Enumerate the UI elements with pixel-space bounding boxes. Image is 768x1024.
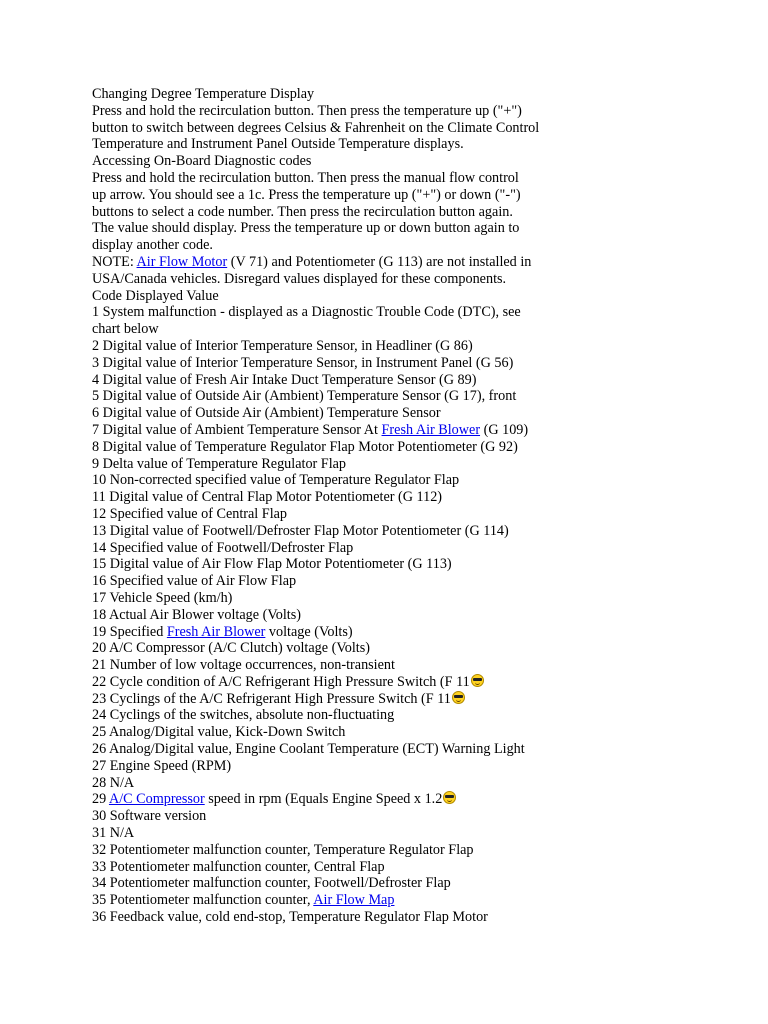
code-text: 6 Digital value of Outside Air (Ambient) Temperature Sensor xyxy=(92,405,441,422)
code-list-item xyxy=(92,590,592,607)
code-list xyxy=(92,304,592,925)
code-text: 33 Potentiometer malfunction counter, Central Flap xyxy=(92,858,385,875)
code-list-item xyxy=(92,372,592,389)
code-list-item xyxy=(92,523,592,540)
a-c-compressor-link[interactable]: A/C Compressor xyxy=(108,791,205,808)
code-text: 4 Digital value of Fresh Air Intake Duct Temperature Sensor (G 89) xyxy=(92,371,477,388)
code-list-item xyxy=(92,506,592,523)
code-text: voltage (Volts) xyxy=(265,623,353,640)
code-text: 1 System malfunction - displayed as a Diagnostic Trouble Code (DTC), see xyxy=(92,304,521,321)
note-line xyxy=(92,254,592,271)
code-text: 36 Feedback value, cold end-stop, Temperature Regulator Flap Motor xyxy=(92,909,488,926)
code-list-item xyxy=(92,439,592,456)
code-text: 8 Digital value of Temperature Regulator Flap Motor Potentiometer (G 92) xyxy=(92,438,518,455)
code-list-item xyxy=(92,489,592,506)
code-list-item xyxy=(92,892,592,909)
paragraph-line: Press and hold the recirculation button. Then press the manual flow control xyxy=(92,169,519,186)
code-text: 32 Potentiometer malfunction counter, Temperature Regulator Flap xyxy=(92,841,474,858)
paragraph-line: buttons to select a code number. Then press the recirculation button again. xyxy=(92,203,513,220)
code-text: 35 Potentiometer malfunction counter, xyxy=(92,892,314,909)
code-table-header: Code Displayed Value xyxy=(92,287,219,304)
code-text: 17 Vehicle Speed (km/h) xyxy=(92,589,233,606)
code-list-item xyxy=(92,338,592,355)
code-text: 18 Actual Air Blower voltage (Volts) xyxy=(92,606,301,623)
code-text: 21 Number of low voltage occurrences, non-transient xyxy=(92,657,395,674)
code-list-item xyxy=(92,691,592,708)
code-text: 15 Digital value of Air Flow Flap Motor Potentiometer (G 113) xyxy=(92,556,452,573)
code-text: chart below xyxy=(92,321,159,338)
paragraph-line: up arrow. You should see a 1c. Press the temperature up ("+") or down ("-") xyxy=(92,186,521,203)
code-text: 19 Specified xyxy=(92,623,167,640)
smiley-sunglasses-icon xyxy=(443,791,456,804)
code-text: 29 xyxy=(92,791,109,808)
air-flow-map-link[interactable]: Air Flow Map xyxy=(313,892,395,909)
code-list-item xyxy=(92,573,592,590)
code-list-item xyxy=(92,640,592,657)
code-text: 5 Digital value of Outside Air (Ambient) Temperature Sensor (G 17), front xyxy=(92,388,517,405)
section-title-obd-codes: Accessing On-Board Diagnostic codes xyxy=(92,153,312,170)
code-text: (G 109) xyxy=(480,421,529,438)
note-prefix: NOTE: xyxy=(92,253,137,270)
code-list-item xyxy=(92,556,592,573)
code-list-item xyxy=(92,321,592,338)
document-body xyxy=(92,86,592,926)
code-list-item xyxy=(92,909,592,926)
code-text: 14 Specified value of Footwell/Defroster Flap xyxy=(92,539,354,556)
code-text: 23 Cyclings of the A/C Refrigerant High Pressure Switch (F 11 xyxy=(92,690,451,707)
code-list-item xyxy=(92,758,592,775)
section-title-degree-display: Changing Degree Temperature Display xyxy=(92,86,315,102)
code-list-item xyxy=(92,355,592,372)
code-list-item xyxy=(92,741,592,758)
paragraph-line: The value should display. Press the temperature up or down button again to xyxy=(92,220,520,237)
code-text: 11 Digital value of Central Flap Motor Potentiometer (G 112) xyxy=(92,489,443,506)
code-list-item xyxy=(92,405,592,422)
code-list-item xyxy=(92,624,592,641)
code-text: 24 Cyclings of the switches, absolute non-fluctuating xyxy=(92,707,395,724)
code-text: 2 Digital value of Interior Temperature Sensor, in Headliner (G 86) xyxy=(92,337,473,354)
code-text: 25 Analog/Digital value, Kick-Down Switch xyxy=(92,724,346,741)
note-text: (V 71) and Potentiometer (G 113) are not installed in xyxy=(227,253,532,270)
code-list-item xyxy=(92,875,592,892)
code-list-item xyxy=(92,825,592,842)
code-text: 10 Non-corrected specified value of Temperature Regulator Flap xyxy=(92,472,460,489)
code-list-item xyxy=(92,724,592,741)
code-list-item xyxy=(92,657,592,674)
code-text: 9 Delta value of Temperature Regulator Flap xyxy=(92,455,347,472)
smiley-sunglasses-icon xyxy=(471,674,484,687)
code-list-item xyxy=(92,842,592,859)
code-text: 3 Digital value of Interior Temperature Sensor, in Instrument Panel (G 56) xyxy=(92,354,514,371)
paragraph-line: button to switch between degrees Celsius & Fahrenheit on the Climate Control xyxy=(92,119,540,136)
code-text: 31 N/A xyxy=(92,825,135,842)
code-list-item xyxy=(92,674,592,691)
fresh-air-blower-link[interactable]: Fresh Air Blower xyxy=(166,623,266,640)
code-list-item xyxy=(92,304,592,321)
code-text: 7 Digital value of Ambient Temperature Sensor At xyxy=(92,421,382,438)
code-text: 27 Engine Speed (RPM) xyxy=(92,757,232,774)
code-text: 22 Cycle condition of A/C Refrigerant High Pressure Switch (F 11 xyxy=(92,673,470,690)
code-text: 16 Specified value of Air Flow Flap xyxy=(92,573,297,590)
paragraph-line: display another code. xyxy=(92,237,213,254)
code-list-item xyxy=(92,456,592,473)
code-list-item xyxy=(92,859,592,876)
smiley-sunglasses-icon xyxy=(452,691,465,704)
code-list-item xyxy=(92,791,592,808)
paragraph-line: Press and hold the recirculation button. Then press the temperature up ("+") xyxy=(92,102,522,119)
code-list-item xyxy=(92,808,592,825)
code-text: 30 Software version xyxy=(92,808,207,825)
code-text: 26 Analog/Digital value, Engine Coolant Temperature (ECT) Warning Light xyxy=(92,741,525,758)
code-text: speed in rpm (Equals Engine Speed x 1.2 xyxy=(204,791,443,808)
code-list-item xyxy=(92,472,592,489)
code-text: 28 N/A xyxy=(92,774,135,791)
code-list-item xyxy=(92,540,592,557)
code-list-item xyxy=(92,707,592,724)
code-list-item xyxy=(92,775,592,792)
code-list-item xyxy=(92,422,592,439)
code-list-item xyxy=(92,607,592,624)
code-text: 20 A/C Compressor (A/C Clutch) voltage (Volts) xyxy=(92,640,370,657)
air-flow-motor-link[interactable]: Air Flow Motor xyxy=(136,253,228,270)
note-line-2: USA/Canada vehicles. Disregard values displayed for these components. xyxy=(92,270,507,287)
code-text: 12 Specified value of Central Flap xyxy=(92,505,288,522)
code-text: 13 Digital value of Footwell/Defroster Flap Motor Potentiometer (G 114) xyxy=(92,522,509,539)
paragraph-line: Temperature and Instrument Panel Outside Temperature displays. xyxy=(92,136,464,153)
code-text: 34 Potentiometer malfunction counter, Footwell/Defroster Flap xyxy=(92,875,451,892)
fresh-air-blower-link[interactable]: Fresh Air Blower xyxy=(381,421,481,438)
code-list-item xyxy=(92,388,592,405)
